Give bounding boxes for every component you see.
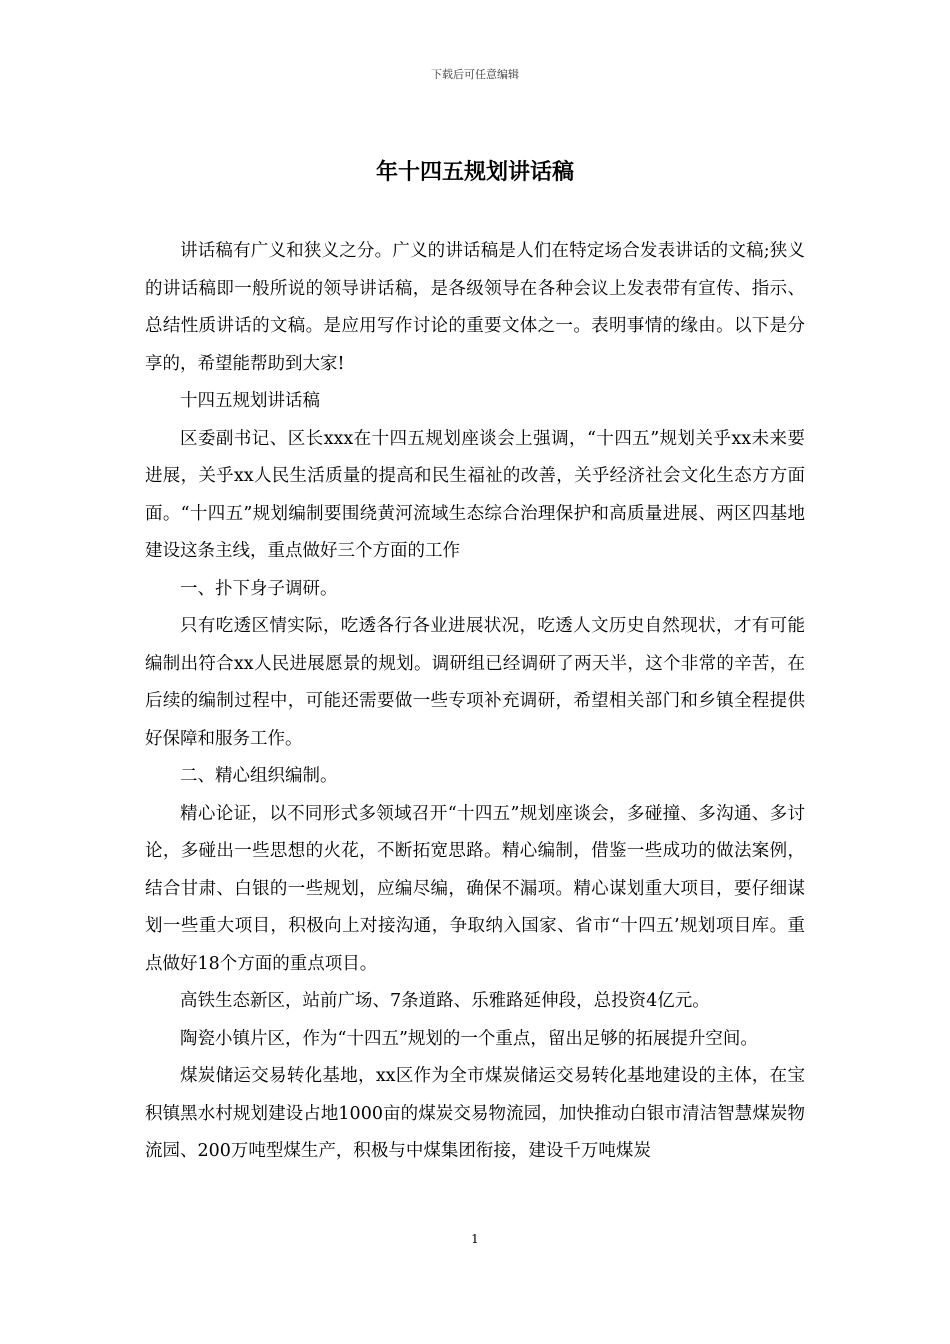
section-heading-1: 一、扑下身子调研。	[180, 578, 338, 599]
paragraph-section-1: 只有吃透区情实际，吃透各行各业进展状况，吃透人文历史自然现状，才有可能编制出符合xx人民进展愿景的规划。调研组已经调研了两天半，这个非常的辛苦，在后续的编制过程中，可能还需要做一些专项补充调研，希望相关部门和乡镇全程提供好保障和服务工作。	[145, 616, 805, 749]
paragraph-project-coal: 煤炭储运交易转化基地，xx区作为全市煤炭储运交易转化基地建设的主体，在宝积镇黑水村规划建设占地1000亩的煤炭交易物流园，加快推动白银市清洁智慧煤炭物流园、200万吨型煤生产，积极与中煤集团衔接，建设千万吨煤炭	[145, 1066, 805, 1161]
paragraph-project-ceramic: 陶瓷小镇片区，作为“十四五”规划的一个重点，留出足够的拓展提升空间。	[180, 1028, 758, 1049]
section-heading-2: 二、精心组织编制。	[180, 766, 338, 786]
page-number: 1	[471, 1232, 479, 1246]
header-note: 下载后可任意编辑	[431, 68, 519, 81]
document-title: 年十四五规划讲话稿	[375, 160, 574, 185]
paragraph-project-rail: 高铁生态新区，站前广场、7条道路、乐雅路延伸段，总投资4亿元。	[180, 991, 710, 1011]
paragraph-subtitle: 十四五规划讲话稿	[180, 391, 320, 411]
document-body	[145, 233, 805, 1171]
paragraph-intro: 讲话稿有广义和狭义之分。广义的讲话稿是人们在特定场合发表讲话的文稿;狭义的讲话稿即一般所说的领导讲话稿，是各级领导在各种会议上发表带有宣传、指示、总结性质讲话的文稿。是应用写作讨论的重要文体之一。表明事情的缘由。以下是分享的，希望能帮助到大家!	[145, 241, 805, 374]
paragraph-section-2: 精心论证，以不同形式多领域召开“十四五”规划座谈会，多碰撞、多沟通、多讨论，多碰出一些思想的火花，不断拓宽思路。精心编制，借鉴一些成功的做法案例，结合甘肃、白银的一些规划，应编尽编，确保不漏项。精心谋划重大项目，要仔细谋划一些重大项目，积极向上对接沟通，争取纳入国家、省市“十四五’规划项目库。重点做好18个方面的重点项目。	[145, 803, 805, 974]
paragraph-summary: 区委副书记、区长xxx在十四五规划座谈会上强调，“十四五”规划关乎xx未来要进展，关乎xx人民生活质量的提高和民生福祉的改善，关乎经济社会文化生态方方面面。“十四五”规划编制要围绕黄河流域生态综合治理保护和高质量进展、两区四基地建设这条主线，重点做好三个方面的工作	[145, 428, 805, 561]
